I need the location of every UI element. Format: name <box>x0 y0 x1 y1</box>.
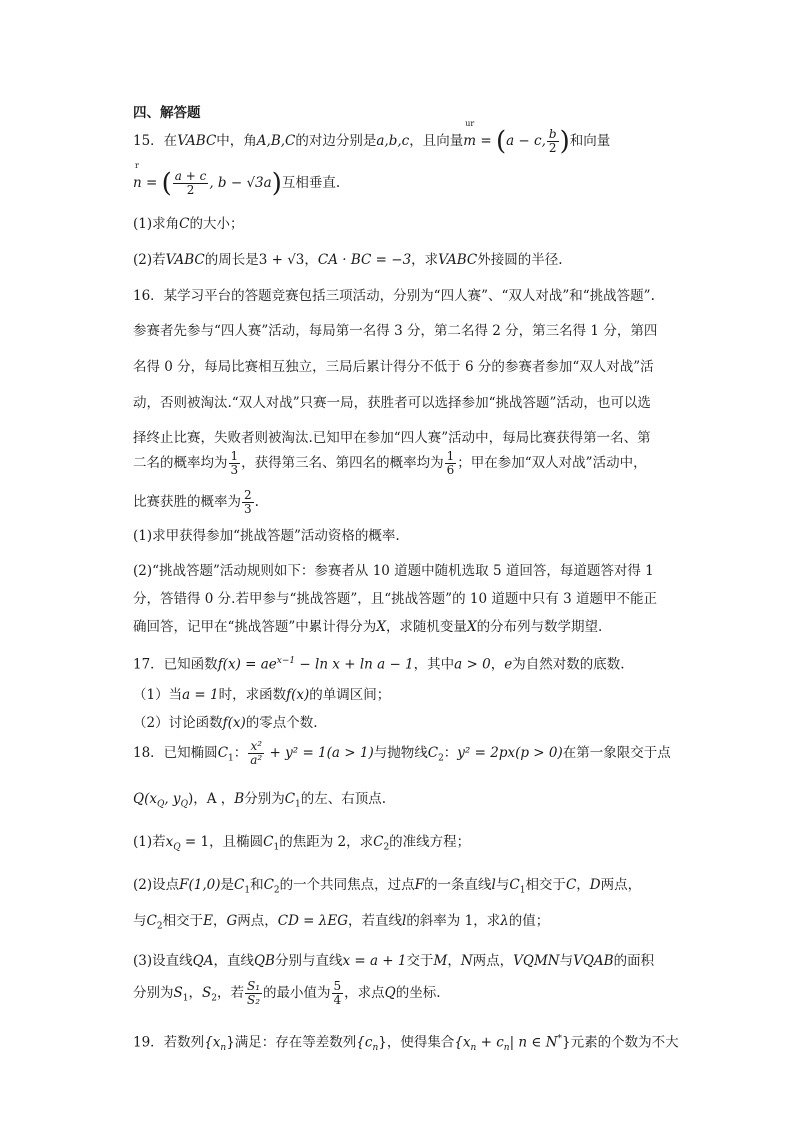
fraction: $\frac{a + c}{2}$ <box>174 169 207 197</box>
fraction: $\frac{\text{S₁}}{\text{S₂}}$ <box>246 979 260 1007</box>
q16-part-2-line-1: (2)“挑战答题”活动规则如下：参赛者从 10 道题中随机选取 5 道回答，每道题答对得 1 <box>133 563 654 579</box>
q15-part-1: (1)求角C的大小； <box>133 216 244 232</box>
fraction: $\frac{1}{3}$ <box>230 449 239 477</box>
q17-line-1: 17．已知函数$f(x) = ae^{x-1} - \ln x + \ln a - 1$，其中a > 0，e为自然对数的底数. <box>133 656 625 673</box>
q18-part-1: (1)若$x_Q = 1$，且椭圆$C_1$的焦距为 2，求$C_2$的准线方程； <box>133 834 471 853</box>
q18-part-3-line-2: 分别为$S_1$，$S_2$，若 $\frac{\text{S₁}}{\text{S₂}}$ 的最小值为 $\frac{5}{4}$ ，求点Q的坐标. <box>133 979 441 1007</box>
section-title: 四、解答题 <box>133 105 201 121</box>
q18-part-2-line-2: 与$C_2$相交于E，G两点，CD = λEG，若直线l的斜率为 1，求λ的值； <box>133 913 550 932</box>
q16-line-2: 参赛者先参与“四人赛”活动，每局第一名得 3 分，第二名得 2 分，第三名得 1 分，第四 <box>133 323 658 339</box>
q16-line-7: 比赛获胜的概率为 $\frac{2}{3}$ . <box>133 488 259 516</box>
vector-m: ur m <box>463 119 477 149</box>
q16-line-6: 二名的概率均为 $\frac{1}{3}$ ，获得第三名、第四名的概率均为 $\frac{1}{6}$ ；甲在参加“双人对战”活动中， <box>133 449 647 477</box>
q18-line-2: $Q(x_Q$, $y_Q$)，A ，B分别为$C_1$的左、右顶点. <box>133 791 387 810</box>
fraction: $\frac{2}{3}$ <box>244 488 252 516</box>
q16-part-2-line-3: 确回答，记甲在“挑战答题”中累计得分为X，求随机变量X的分布列与数学期望. <box>133 619 603 635</box>
q16-line-5: 择终止比赛，失败者则被淘汰.已知甲在参加“四人赛”活动中，每局比赛获得第一名、第 <box>133 430 651 446</box>
q17-part-1: （1）当a = 1时，求函数f(x)的单调区间； <box>133 687 391 703</box>
q17-part-2: （2）讨论函数f(x)的零点个数. <box>133 715 318 731</box>
fraction: $\frac{\text{x²}}{\text{a²}}$ <box>250 739 263 767</box>
q15-part-2: (2)若VABC的周长是3 + √3，CA · BC = −3，求VABC外接圆的半径. <box>133 252 563 268</box>
q16-part-2-line-2: 分，答错得 0 分.若甲参与“挑战答题”，且“挑战答题”的 10 道题中只有 3 道题甲不能正 <box>133 591 658 607</box>
q18-part-2-line-1: (2)设点F(1,0)是$C_1$和$C_2$的一个共同焦点，过点F的一条直线l与$C_1$相交于C，D两点， <box>133 877 642 896</box>
fraction: $\frac{5}{4}$ <box>333 979 342 1007</box>
q15-line-1: 15．在VABC中，角A,B,C的对边分别是a,b,c，且向量 ur m = (a − c, $\frac{b}{2}$ )和向量 <box>133 119 611 157</box>
q18-line-1: 18．已知椭圆$C_1$： $\frac{\text{x²}}{\text{a²}}$ + y² = 1(a > 1)与抛物线$C_2$：y² = 2px(p > 0)在第一象限交于点 <box>133 739 671 767</box>
q16-part-1: (1)求甲获得参加“挑战答题”活动资格的概率. <box>133 528 400 544</box>
q15-line-2: r n = ( $\frac{a + c}{2}$ , b − √3a)互相垂直. <box>133 161 341 199</box>
fraction: $\frac{b}{2}$ <box>548 127 557 155</box>
q18-part-3-line-1: (3)设直线QA，直线QB分别与直线x = a + 1交于M，N两点，VQMN与VQAB的面积 <box>133 953 655 969</box>
q16-line-1: 16．某学习平台的答题竞赛包括三项活动，分别为“四人赛”、“双人对战”和“挑战答题”. <box>133 288 655 304</box>
vector-n: r n <box>133 161 142 191</box>
q16-line-3: 名得 0 分，每局比赛相互独立，三局后累计得分不低于 6 分的参赛者参加“双人对战”活 <box>133 359 654 375</box>
fraction: $\frac{1}{6}$ <box>446 449 455 477</box>
q19-line-1: 19．若数列$\{x_n\}$满足：存在等差数列$\{c_n\}$，使得集合{$x_n + c_n|$ n ∈ N*}元素的个数为不大 <box>133 1034 679 1054</box>
q16-line-4: 动，否则被淘汰.“双人对战”只赛一局，获胜者可以选择参加“挑战答题”活动，也可以选 <box>133 395 651 411</box>
